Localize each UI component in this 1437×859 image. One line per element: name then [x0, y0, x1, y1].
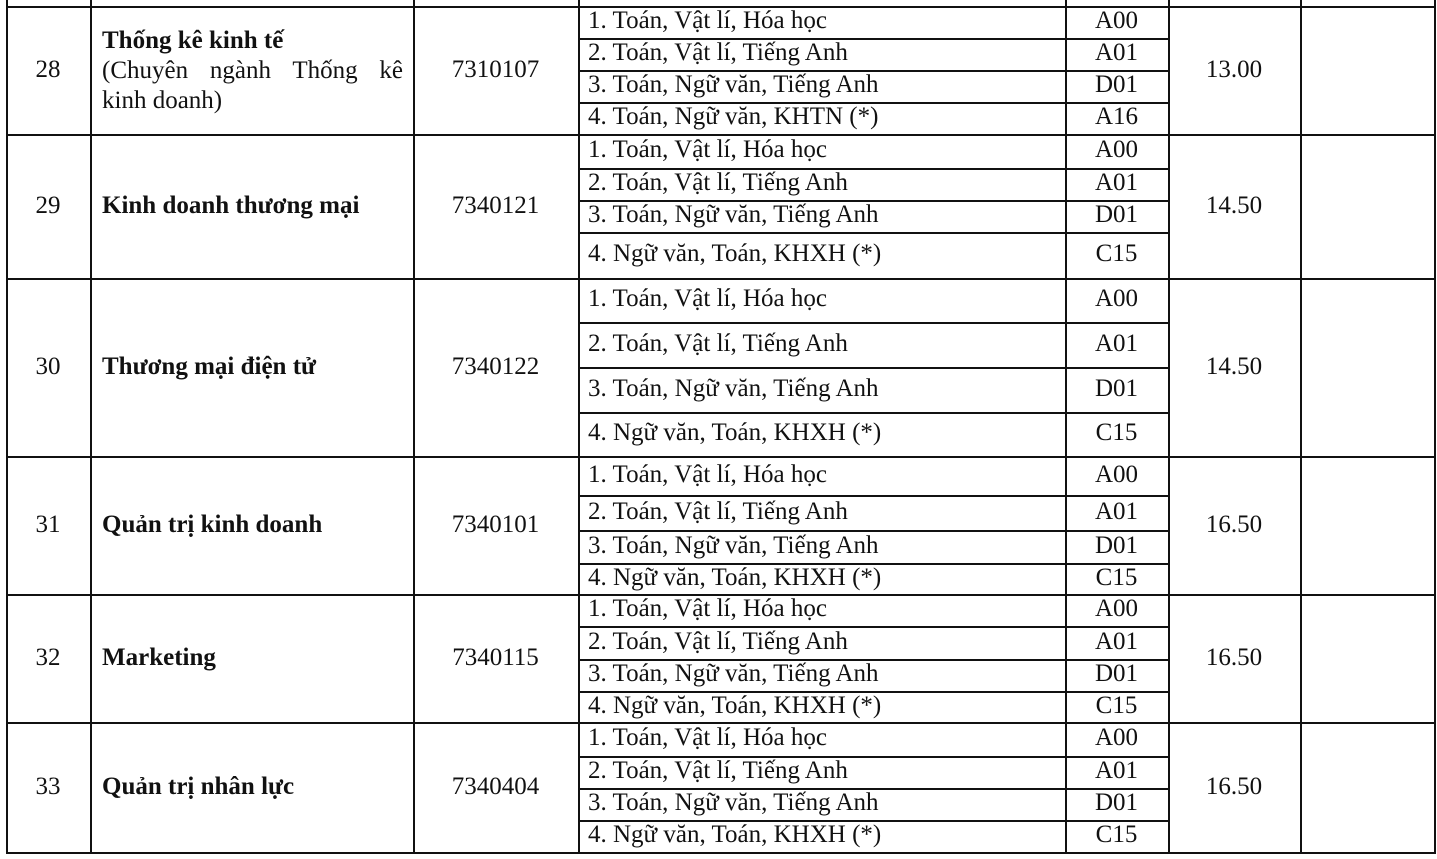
subject-combination: 3. Toán, Ngữ văn, Tiếng Anh	[588, 660, 879, 687]
block-code: A01	[1094, 329, 1139, 357]
cutoff-score: 14.50	[1205, 192, 1263, 219]
cutoff-score: 16.50	[1205, 773, 1263, 800]
subject-combination: 3. Toán, Ngữ văn, Tiếng Anh	[588, 71, 879, 98]
subject-combination: 3. Toán, Ngữ văn, Tiếng Anh	[588, 374, 879, 402]
major-code: 7340121	[451, 192, 540, 219]
major-name: Thống kê kinh tế	[102, 27, 284, 54]
block-code: D01	[1094, 201, 1139, 228]
row-border	[6, 456, 1436, 458]
row-border	[6, 278, 1436, 280]
block-code: A01	[1094, 757, 1139, 784]
row-number: 30	[35, 353, 61, 380]
block-code: D01	[1094, 789, 1139, 816]
block-code: A00	[1094, 136, 1139, 163]
block-code: C15	[1095, 821, 1138, 848]
major-subname: kinh doanh)	[102, 87, 223, 114]
subject-combination: 4. Ngữ văn, Toán, KHXH (*)	[588, 821, 882, 848]
column-divider	[6, 0, 8, 854]
major-code: 7340101	[451, 511, 540, 538]
major-name: Quản trị kinh doanh	[102, 511, 323, 538]
block-code: D01	[1094, 660, 1139, 687]
subject-combination: 3. Toán, Ngữ văn, Tiếng Anh	[588, 201, 879, 228]
block-code: D01	[1094, 374, 1139, 402]
subject-combination: 4. Ngữ văn, Toán, KHXH (*)	[588, 419, 882, 446]
subject-combination: 4. Ngữ văn, Toán, KHXH (*)	[588, 563, 882, 591]
major-code: 7340404	[451, 773, 540, 800]
combo-divider	[578, 232, 1170, 234]
column-divider	[1434, 0, 1436, 854]
block-code: A00	[1094, 724, 1139, 751]
subject-combination: 2. Toán, Vật lí, Tiếng Anh	[588, 169, 848, 196]
row-number: 28	[35, 56, 61, 83]
subject-combination: 1. Toán, Vật lí, Hóa học	[588, 460, 827, 488]
subject-combination: 2. Toán, Vật lí, Tiếng Anh	[588, 627, 848, 655]
block-code: D01	[1094, 71, 1139, 98]
combo-divider	[578, 322, 1170, 324]
major-name: Kinh doanh thương mại	[102, 192, 360, 219]
major-code: 7340115	[452, 644, 539, 671]
block-code: C15	[1095, 691, 1138, 719]
cutoff-score: 16.50	[1205, 644, 1263, 671]
subject-combination: 4. Ngữ văn, Toán, KHXH (*)	[588, 240, 882, 267]
major-subname: (Chuyên ngành Thống kê	[102, 57, 403, 84]
subject-combination: 2. Toán, Vật lí, Tiếng Anh	[588, 39, 848, 66]
block-code: A16	[1094, 103, 1139, 130]
block-code: D01	[1094, 531, 1139, 559]
subject-combination: 1. Toán, Vật lí, Hóa học	[588, 595, 827, 622]
block-code: C15	[1095, 240, 1138, 267]
subject-combination: 3. Toán, Ngữ văn, Tiếng Anh	[588, 789, 879, 816]
combo-divider	[578, 367, 1170, 369]
column-divider	[578, 0, 580, 854]
block-code: A01	[1094, 39, 1139, 66]
subject-combination: 3. Toán, Ngữ văn, Tiếng Anh	[588, 531, 879, 559]
row-number: 31	[35, 511, 61, 538]
subject-combination: 1. Toán, Vật lí, Hóa học	[588, 7, 827, 34]
column-divider	[413, 0, 415, 854]
cutoff-score: 14.50	[1205, 353, 1263, 380]
column-divider	[1300, 0, 1302, 854]
subject-combination: 2. Toán, Vật lí, Tiếng Anh	[588, 329, 848, 357]
block-code: A01	[1094, 627, 1139, 655]
block-code: A01	[1094, 169, 1139, 196]
subject-combination: 1. Toán, Vật lí, Hóa học	[588, 285, 827, 312]
major-name: Thương mại điện tử	[102, 353, 317, 380]
cutoff-score: 16.50	[1205, 511, 1263, 538]
block-code: A00	[1094, 7, 1139, 34]
block-code: A00	[1094, 460, 1139, 488]
combo-divider	[578, 412, 1170, 414]
major-name: Marketing	[102, 644, 216, 671]
major-name: Quản trị nhân lực	[102, 773, 295, 800]
subject-combination: 4. Toán, Ngữ văn, KHTN (*)	[588, 103, 879, 130]
subject-combination: 1. Toán, Vật lí, Hóa học	[588, 724, 827, 751]
block-code: A01	[1094, 497, 1139, 525]
subject-combination: 2. Toán, Vật lí, Tiếng Anh	[588, 757, 848, 784]
block-code: C15	[1095, 563, 1138, 591]
major-code: 7310107	[451, 56, 540, 83]
column-divider	[90, 0, 92, 854]
block-code: A00	[1094, 285, 1139, 312]
subject-combination: 4. Ngữ văn, Toán, KHXH (*)	[588, 691, 882, 719]
row-number: 32	[35, 644, 61, 671]
row-border	[6, 852, 1436, 854]
subject-combination: 1. Toán, Vật lí, Hóa học	[588, 136, 827, 163]
major-code: 7340122	[451, 353, 540, 380]
block-code: A00	[1094, 595, 1139, 622]
subject-combination: 2. Toán, Vật lí, Tiếng Anh	[588, 497, 848, 525]
cutoff-score: 13.00	[1205, 56, 1263, 83]
row-number: 29	[35, 192, 61, 219]
row-number: 33	[35, 773, 61, 800]
block-code: C15	[1095, 419, 1138, 446]
column-divider	[1168, 0, 1170, 854]
